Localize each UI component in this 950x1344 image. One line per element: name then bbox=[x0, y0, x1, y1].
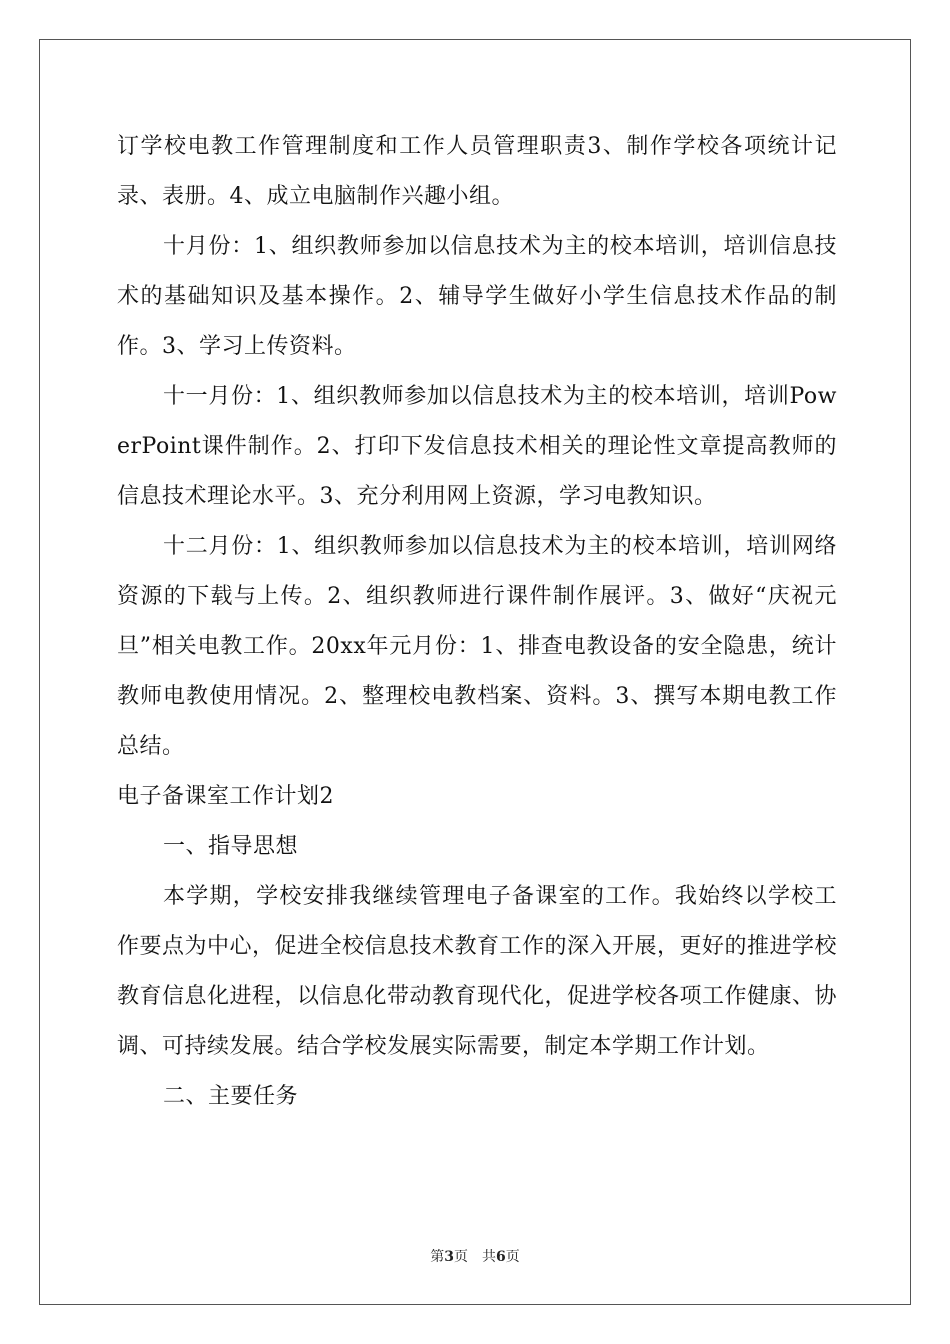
paragraph-october: 十月份：1、组织教师参加以信息技术为主的校本培训，培训信息技术的基础知识及基本操作。2、辅导学生做好小学生信息技术作品的制作。3、学习上传资料。 bbox=[117, 234, 837, 359]
page-footer bbox=[0, 1246, 950, 1266]
paragraph-semester-intro: 本学期，学校安排我继续管理电子备课室的工作。我始终以学校工作要点为中心，促进全校信息技术教育工作的深入开展，更好的推进学校教育信息化进程，以信息化带动教育现代化，促进学校各项工作健康、协调、可持续发展。结合学校发展实际需要，制定本学期工作计划。 bbox=[117, 884, 838, 1059]
page-prefix: 第 bbox=[430, 1249, 445, 1265]
page-suffix: 页 bbox=[454, 1249, 468, 1265]
total-pages: 6 bbox=[496, 1249, 506, 1265]
paragraph-december: 十二月份：1、组织教师参加以信息技术为主的校本培训，培训网络资源的下载与上传。2、组织教师进行课件制作展评。3、做好“庆祝元旦”相关电教工作。20xx年元月份：1、排查电教设备的安全隐患，统计教师电教使用情况。2、整理校电教档案、资料。3、撰写本期电教工作总结。 bbox=[117, 534, 837, 759]
section-title: 电子备课室工作计划2 bbox=[117, 784, 334, 809]
document-body bbox=[117, 122, 837, 1122]
heading-guiding-ideology: 一、指导思想 bbox=[163, 834, 299, 859]
paragraph-november: 十一月份：1、组织教师参加以信息技术为主的校本培训，培训PowerPoint课件制作。2、打印下发信息技术相关的理论性文章提高教师的信息技术理论水平。3、充分利用网上资源，学习电教知识。 bbox=[117, 384, 837, 509]
heading-main-tasks: 二、主要任务 bbox=[163, 1084, 299, 1109]
total-prefix: 共 bbox=[482, 1249, 496, 1265]
paragraph-continuation: 订学校电教工作管理制度和工作人员管理职责3、制作学校各项统计记录、表册。4、成立电脑制作兴趣小组。 bbox=[117, 134, 837, 209]
page-number: 3 bbox=[444, 1249, 454, 1265]
total-suffix: 页 bbox=[505, 1249, 520, 1265]
